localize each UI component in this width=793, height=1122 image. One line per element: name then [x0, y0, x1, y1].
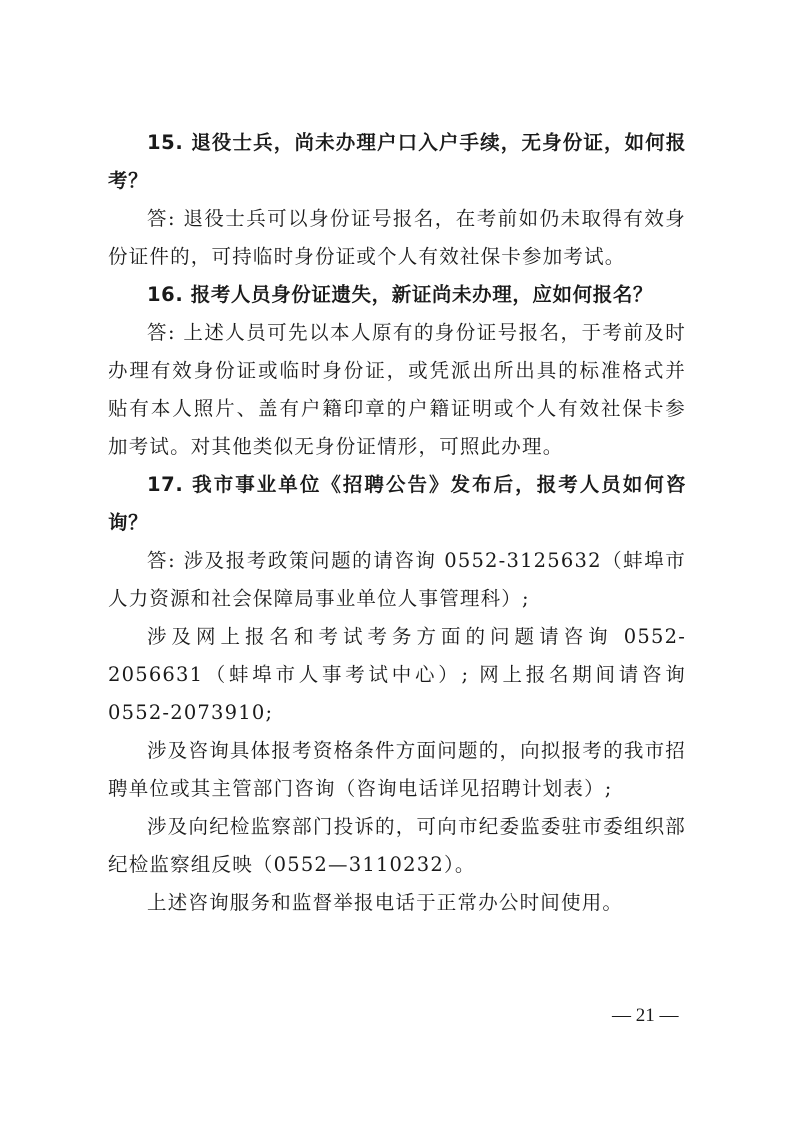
answer-17-complaint: 涉及向纪检监察部门投诉的，可向市纪委监委驻市委组织部纪检监察组反映（0552—3110232）。: [108, 815, 686, 876]
answer-16: 答: 上述人员可先以本人原有的身份证号报名，于考前及时办理有效身份证或临时身份证，或凭派出所出具的标准格式并贴有本人照片、盖有户籍印章的户籍证明或个人有效社保卡参加考试。对其他类似无身份证情形，可照此办理。: [108, 321, 686, 458]
answer-17-office-hours: 上述咨询服务和监督举报电话于正常办公时间使用。: [147, 891, 624, 914]
question-15: 15. 退役士兵，尚未办理户口入户手续，无身份证，如何报考？: [108, 131, 686, 192]
question-16: 16. 报考人员身份证遗失，新证尚未办理，应如何报名？: [147, 283, 654, 306]
answer-15: 答: 退役士兵可以身份证号报名，在考前如仍未取得有效身份证件的，可持临时身份证或个人有效社保卡参加考试。: [108, 207, 686, 268]
page-number: — 21 —: [612, 1005, 679, 1026]
answer-17-online-registration: 涉及网上报名和考试考务方面的问题请咨询 0552-2056631（蚌埠市人事考试中心）; 网上报名期间请咨询 0552-2073910;: [108, 625, 686, 724]
answer-17-qualification: 涉及咨询具体报考资格条件方面问题的，向拟报考的我市招聘单位或其主管部门咨询（咨询电话详见招聘计划表）;: [108, 739, 686, 800]
question-17: 17. 我市事业单位《招聘公告》发布后，报考人员如何咨询？: [108, 473, 686, 534]
answer-17-policy: 答: 涉及报考政策问题的请咨询 0552-3125632（蚌埠市人力资源和社会保障局事业单位人事管理科）;: [108, 549, 686, 610]
document-body: [108, 124, 686, 922]
